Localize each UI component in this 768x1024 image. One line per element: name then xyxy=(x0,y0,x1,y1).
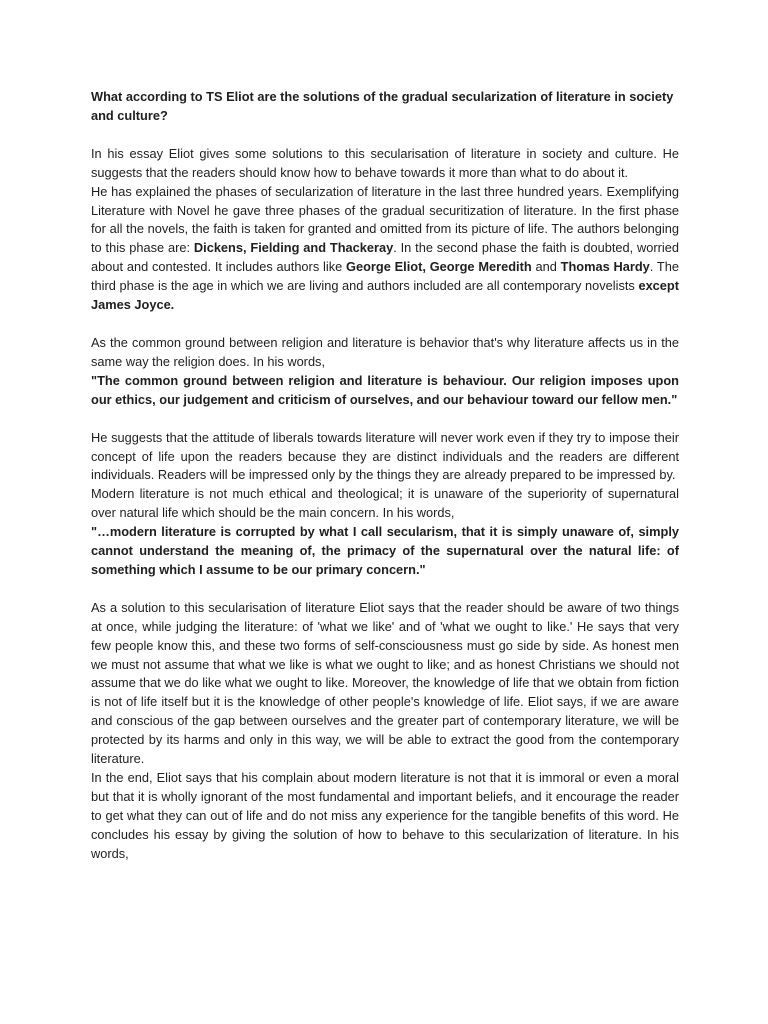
document-page xyxy=(91,88,679,864)
paragraph-gap xyxy=(91,580,679,599)
phase-two-author-hardy: Thomas Hardy xyxy=(560,259,650,275)
paragraph-gap xyxy=(91,410,679,429)
phases-paragraph xyxy=(91,183,679,315)
phase-one-authors: Dickens, Fielding and Thackeray xyxy=(193,240,394,256)
phases-text-2: . In the second phase the faith is doubted, worried about and contested. It includes authors like xyxy=(91,240,680,275)
liberals-paragraph: He suggests that the attitude of liberals towards literature will never work even if they try to impose their concept of life upon the readers because they are distinct individuals and the readers are different individuals. Readers will be impressed only by the things they are already prepared to be impressed by. xyxy=(91,429,679,483)
solution-paragraph: As a solution to this secularisation of literature Eliot says that the reader should be aware of two things at once, while judging the literature: of 'what we like' and of 'what we ought to like.' He says that very few people know this, and these two forms of self-consciousness must go side by side. As honest men we must not assume that what we like is what we ought to like; and as honest Christians we should not assume that we do like what we ought to like. Moreover, the knowledge of life that we obtain from fiction is not of life itself but it is the knowledge of other people's knowledge of life. Eliot says, if we are aware and conscious of the gap between ourselves and the greater part of contemporary literature, we will be protected by its harms and only in this way, we will be able to extract the good from the contemporary literature. xyxy=(91,599,679,767)
phases-text-3: and xyxy=(531,259,561,275)
intro-paragraph: In his essay Eliot gives some solutions to this secularisation of literature in society and culture. He suggests that the readers should know how to behave towards it more than what to do about it. xyxy=(91,145,679,180)
conclusion-paragraph: In the end, Eliot says that his complain about modern literature is not that it is immoral or even a moral but that it is wholly ignorant of the most fundamental and important beliefs, and it encourage the reader to get what they can out of life and do not miss any experience for the tangible benefits of this word. He concludes his essay by giving the solution of how to behave to this secularization of literature. In his words, xyxy=(91,770,679,861)
phase-three-exception: except James Joyce. xyxy=(91,278,679,313)
phases-text-1: He has explained the phases of secularization of literature in the last three hundred years. Exemplifying Literature with Novel he gave three phases of the gradual securitization of literature. In the first phase for all the novels, the faith is taken for granted and omitted from its picture of life. The authors belonging to this phase are: xyxy=(91,183,679,256)
quote-secularism: "…modern literature is corrupted by what I call secularism, that it is simply unaware of, simply cannot understand the meaning of, the primacy of the supernatural over the natural life: of something which I assume to be our primary concern." xyxy=(91,524,679,577)
phases-text-4: . The third phase is the age in which we are living and authors included are all contemporary novelists xyxy=(91,259,679,294)
paragraph-gap xyxy=(91,315,679,334)
modern-literature-paragraph: Modern literature is not much ethical and theological; it is unaware of the superiority of supernatural over natural life which should be the main concern. In his words, xyxy=(91,486,679,521)
common-ground-paragraph: As the common ground between religion and literature is behavior that's why literature affects us in the same way the religion does. In his words, xyxy=(91,334,679,369)
phase-two-authors: George Eliot, George Meredith xyxy=(346,259,532,275)
quote-common-ground: "The common ground between religion and literature is behaviour. Our religion imposes upon our ethics, our judgement and criticism of ourselves, and our behaviour toward our fellow men." xyxy=(91,372,679,407)
question-heading: What according to TS Eliot are the solutions of the gradual secularization of literature in society and culture? xyxy=(91,89,674,123)
